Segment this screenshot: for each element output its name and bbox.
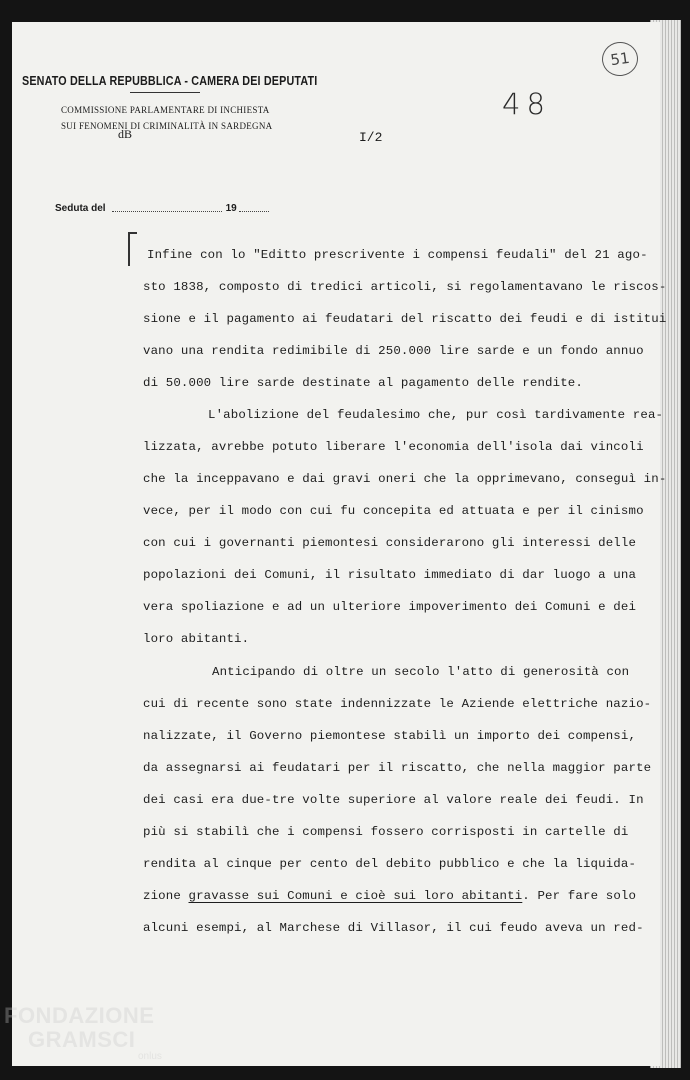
watermark-line-2: GRAMSCI	[28, 1027, 136, 1052]
body-line: vece, per il modo con cui fu concepita ed attuata e per il cinismo	[143, 504, 644, 518]
senate-header: SENATO DELLA REPUBBLICA - CAMERA DEI DEPUTATI	[22, 74, 318, 88]
circled-stamp-number: 51	[600, 40, 640, 79]
body-line: nalizzate, il Governo piemontese stabilì un importo dei compensi,	[143, 729, 637, 743]
body-line: di 50.000 lire sarde destinate al pagamento delle rendite.	[143, 376, 583, 390]
fondazione-gramsci-watermark	[0, 1003, 180, 1073]
body-line-segment: zione	[143, 889, 189, 903]
body-line: da assegnarsi ai feudatari per il riscatto, che nella maggior parte	[143, 761, 652, 775]
body-line: più si stabilì che i compensi fossero corrisposti in cartelle di	[143, 825, 629, 839]
typist-initials: dB	[118, 127, 133, 141]
body-line: con cui i governanti piemontesi considerarono gli interessi delle	[143, 536, 637, 550]
body-line: alcuni esempi, al Marchese di Villasor, il cui feudo aveva un red-	[143, 921, 644, 935]
watermark-line-3: onlus	[138, 1051, 162, 1062]
body-line: rendita al cinque per cento del debito pubblico e che la liquida-	[143, 857, 637, 871]
underlined-phrase: gravasse sui Comuni e cioè sui loro abitanti	[188, 889, 523, 903]
body-line: vera spoliazione e ad un ulteriore impoverimento dei Comuni e dei	[143, 600, 637, 614]
body-line: che la inceppavano e dai gravi oneri che la opprimevano, conseguì in-	[143, 472, 667, 486]
body-line: cui di recente sono state indennizzate le Aziende elettriche nazio-	[143, 697, 652, 711]
body-line: loro abitanti.	[143, 632, 250, 646]
watermark-line-1: FONDAZIONE	[4, 1003, 155, 1028]
commission-line-1: COMMISSIONE PARLAMENTARE DI INCHIESTA	[61, 105, 270, 115]
body-line: sione e il pagamento ai feudatari del riscatto dei feudi e di istitui	[143, 312, 667, 326]
body-line: lizzata, avrebbe potuto liberare l'economia dell'isola dai vincoli	[143, 440, 644, 454]
handwritten-page-number: 48	[502, 87, 551, 121]
body-line: sto 1838, composto di tredici articoli, si regolamentavano le riscos-	[143, 280, 667, 294]
commission-line-2: SUI FENOMENI DI CRIMINALITÀ IN SARDEGNA	[61, 121, 273, 131]
seduta-label: Seduta del	[55, 203, 106, 214]
body-line: Infine con lo "Editto prescrivente i compensi feudali" del 21 ago-	[147, 248, 648, 262]
body-line: L'abolizione del feudalesimo che, pur così tardivamente rea-	[208, 408, 664, 422]
body-line: vano una rendita redimibile di 250.000 lire sarde e un fondo annuo	[143, 344, 644, 358]
body-line: dei casi era due-tre volte superiore al valore reale dei feudi. In	[143, 793, 644, 807]
page-code: I/2	[359, 130, 383, 145]
seduta-year-prefix: 19	[225, 203, 237, 214]
body-text	[12, 22, 667, 1066]
body-line: Anticipando di oltre un secolo l'atto di generosità con	[212, 665, 630, 679]
body-line: popolazioni dei Comuni, il risultato immediato di dar luogo a una	[143, 568, 637, 582]
body-line-segment: . Per fare solo	[522, 889, 637, 903]
document-page	[12, 22, 667, 1066]
body-line-underlined	[143, 889, 636, 903]
